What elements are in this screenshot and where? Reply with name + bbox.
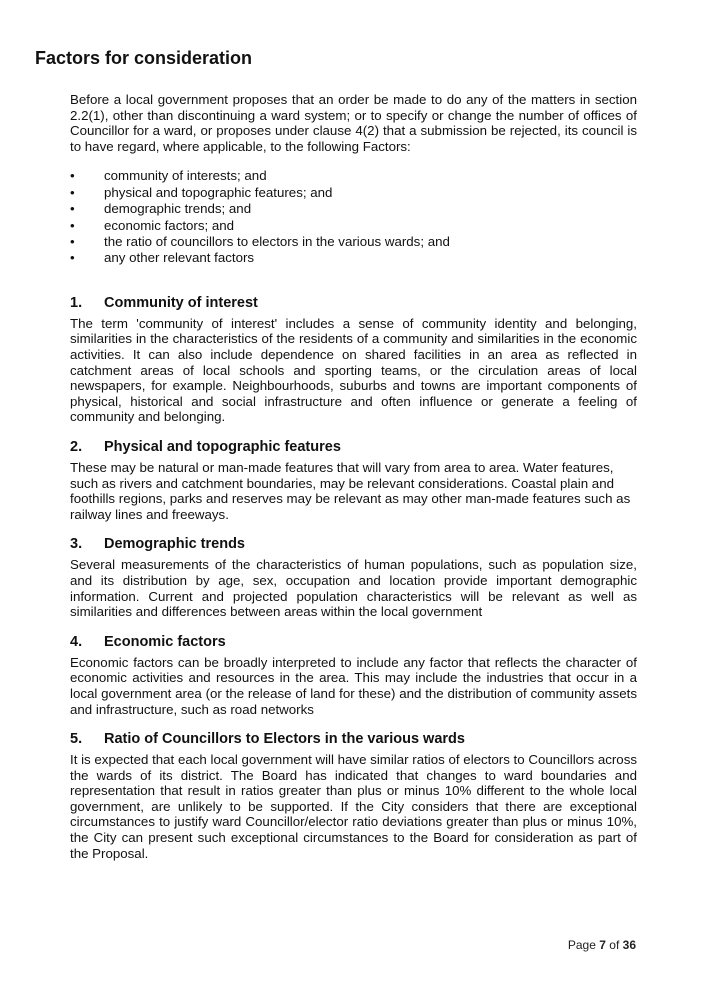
total-pages-number: 36: [622, 938, 636, 952]
list-item: [70, 234, 637, 250]
section-heading: [70, 731, 637, 747]
page-number-footer: [568, 938, 636, 952]
list-item: [70, 168, 637, 184]
section-title: Community of interest: [104, 294, 258, 311]
page-word: Page: [567, 938, 596, 952]
current-page-number: 7: [599, 938, 606, 952]
section-heading: [70, 295, 637, 311]
list-item: [70, 218, 637, 234]
section-community-of-interest: [70, 295, 637, 425]
of-word: of: [609, 938, 620, 952]
bullet-icon: •: [70, 217, 75, 233]
section-economic-factors: [70, 634, 637, 717]
section-body: Several measurements of the characteristics of human populations, such as population size, and its distribution by age, sex, occupation and location provide important demographic information. Current and projected population characteristics will be relevant as well as similarities and differences between areas within the local government: [70, 557, 637, 620]
section-body: The term 'community of interest' includes a sense of community identity and belonging, similarities in the characteristics of the residents of a community and similarities in the economic activities. It can also include dependence on shared facilities in an area as reflected in catchment areas of local schools and sporting teams, or the circulation areas of local newspapers, for example. Neighbourhoods, suburbs and towns are important components of physical, historical and social infrastructure and often influence or generate a feeling of community and belonging.: [70, 315, 637, 425]
section-title: Demographic trends: [104, 536, 245, 553]
list-item-text: demographic trends; and: [104, 201, 252, 217]
list-item: [70, 201, 637, 217]
list-item-text: economic factors; and: [104, 217, 235, 233]
bullet-icon: •: [70, 168, 75, 184]
section-physical-topographic: [70, 439, 637, 522]
bullet-icon: •: [70, 201, 75, 217]
bullet-icon: •: [70, 250, 75, 266]
section-body: It is expected that each local government will have similar ratios of electors to Councillors across the wards of its district. The Board has indicated that changes to ward boundaries and representation that result in ratios greater than plus or minus 10% different to the whole local government, are unlikely to be supported. If the City considers that there are exceptional circumstances to justify ward Councillor/elector ratio deviations greater than plus or minus 10%, the City can present such exceptional circumstances to the Board for consideration as part of the Proposal.: [70, 752, 637, 861]
section-body: These may be natural or man-made features that will vary from area to area. Water features, such as rivers and catchment boundaries, may be relevant considerations. Coastal plain and foothills regions, parks and reserves may be relevant as may other man-made features such as railway lines and freeways.: [70, 459, 631, 522]
list-item-text: any other relevant factors: [104, 250, 255, 266]
document-body: [70, 92, 637, 861]
section-number: 1.: [70, 294, 83, 311]
list-item-text: physical and topographic features; and: [104, 184, 333, 200]
section-title: Physical and topographic features: [104, 438, 341, 455]
section-heading: [70, 439, 637, 455]
bullet-icon: •: [70, 234, 75, 249]
list-item: [70, 250, 637, 266]
section-heading: [70, 536, 637, 552]
list-item-text: the ratio of councillors to electors in the various wards; and: [104, 234, 450, 249]
section-number: 3.: [70, 536, 83, 553]
section-title: Ratio of Councillors to Electors in the various wards: [104, 731, 465, 748]
section-title: Economic factors: [104, 633, 226, 650]
section-demographic-trends: [70, 536, 637, 619]
section-number: 5.: [70, 731, 83, 748]
intro-paragraph: Before a local government proposes that an order be made to do any of the matters in section 2.2(1), other than discontinuing a ward system; or to specify or change the number of offices of Councillor for a ward, or proposes under clause 4(2) that a submission be rejected, its council is to have regard, where applicable, to the following Factors:: [70, 92, 637, 154]
factors-list: [70, 168, 637, 266]
bullet-icon: •: [70, 184, 75, 200]
list-item-text: community of interests; and: [104, 168, 267, 184]
section-number: 2.: [70, 438, 83, 455]
list-item: [70, 185, 637, 201]
page-title: Factors for consideration: [35, 48, 253, 68]
section-body: Economic factors can be broadly interpreted to include any factor that reflects the character of economic activities and resources in the area. This may include the industries that occur in a local government area (or the release of land for these) and the distribution of community assets and infrastructure, such as road networks: [70, 654, 637, 717]
section-ratio-councillors: [70, 731, 637, 861]
section-number: 4.: [70, 633, 83, 650]
section-heading: [70, 634, 637, 650]
